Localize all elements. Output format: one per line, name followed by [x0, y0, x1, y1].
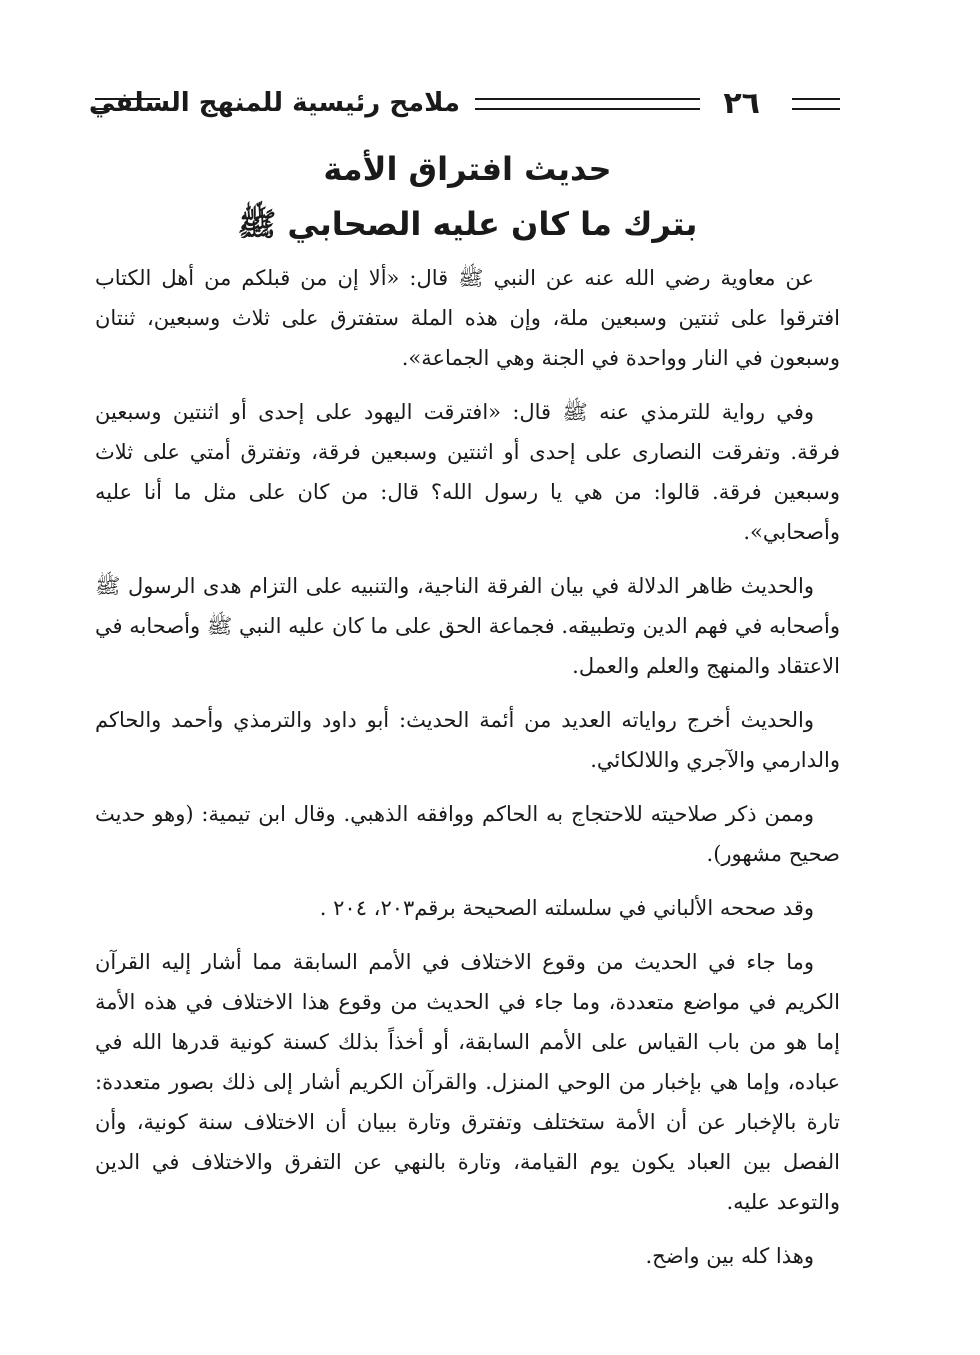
paragraph: وما جاء في الحديث من وقوع الاختلاف في الأمم السابقة مما أشار إليه القرآن الكريم في مواضع متعددة، وما جاء في الحديث من وقوع هذا الاختلاف في هذه الأمة إما هو من باب القياس على الأمم السابقة، أو أخذاً بذلك كسنة كونية قدرها الله في عباده، وإما هي بإخبار من الوحي المنزل. والقرآن الكريم أشار إلى ذلك بصور متعددة: تارة بالإخبار عن أن الأمة ستختلف وتفترق وتارة ببيان أن الاختلاف سنة كونية، وأن الفصل بين العباد يكون يوم القيامة، وتارة بالنهي عن التفرق والاختلاف في الدين والتوعد عليه. — [95, 950, 840, 1214]
paragraph: والحديث ظاهر الدلالة في بيان الفرقة الناجية، والتنبيه على التزام هدى الرسول ﷺ وأصحابه في فهم الدين وتطبيقه. فجماعة الحق على ما كان عليه النبي ﷺ وأصحابه في الاعتقاد والمنهج والعلم والعمل. — [95, 574, 840, 678]
paragraph: وفي رواية للترمذي عنه ﷺ قال: «افترقت اليهود على إحدى أو اثنتين وسبعين فرقة. وتفرقت النصارى على إحدى أو اثنتين وسبعين فرقة، وتفترق أمتي على ثلاث وسبعين فرقة. قالوا: من هي يا رسول الله؟ قال: من كان على مثل ما أنا عليه وأصحابي». — [95, 400, 840, 544]
body-text — [95, 258, 840, 1290]
paragraph: وهذا كله بين واضح. — [645, 1244, 814, 1268]
running-title: ملامح رئيسية للمنهج السلفي — [88, 88, 460, 118]
header-rule-middle — [475, 98, 700, 110]
header-rule-right — [792, 98, 840, 110]
paragraph: وقد صححه الألباني في سلسلته الصحيحة برقم٢٠٣، ٢٠٤ . — [319, 896, 814, 920]
paragraph: وممن ذكر صلاحيته للاحتجاج به الحاكم ووافقه الذهبي. وقال ابن تيمية: (وهو حديث صحيح مشهور). — [95, 802, 840, 866]
section-subheading: بترك ما كان عليه الصحابي ﷺ — [237, 205, 698, 243]
page-header — [88, 86, 840, 122]
section-heading: حديث افتراق الأمة — [323, 150, 612, 188]
paragraph: والحديث أخرج رواياته العديد من أئمة الحديث: أبو داود والترمذي وأحمد والحاكم والدارمي والآجري واللالكائي. — [95, 708, 840, 772]
header-rule-left — [95, 98, 160, 110]
paragraph: عن معاوية رضي الله عنه عن النبي ﷺ قال: «ألا إن من قبلكم من أهل الكتاب افترقوا على ثنتين وسبعين ملة، وإن هذه الملة ستفترق على ثلاث وسبعين، ثنتان وسبعون في النار وواحدة في الجنة وهي الجماعة». — [95, 266, 840, 370]
page-number: ٢٦ — [723, 86, 760, 121]
